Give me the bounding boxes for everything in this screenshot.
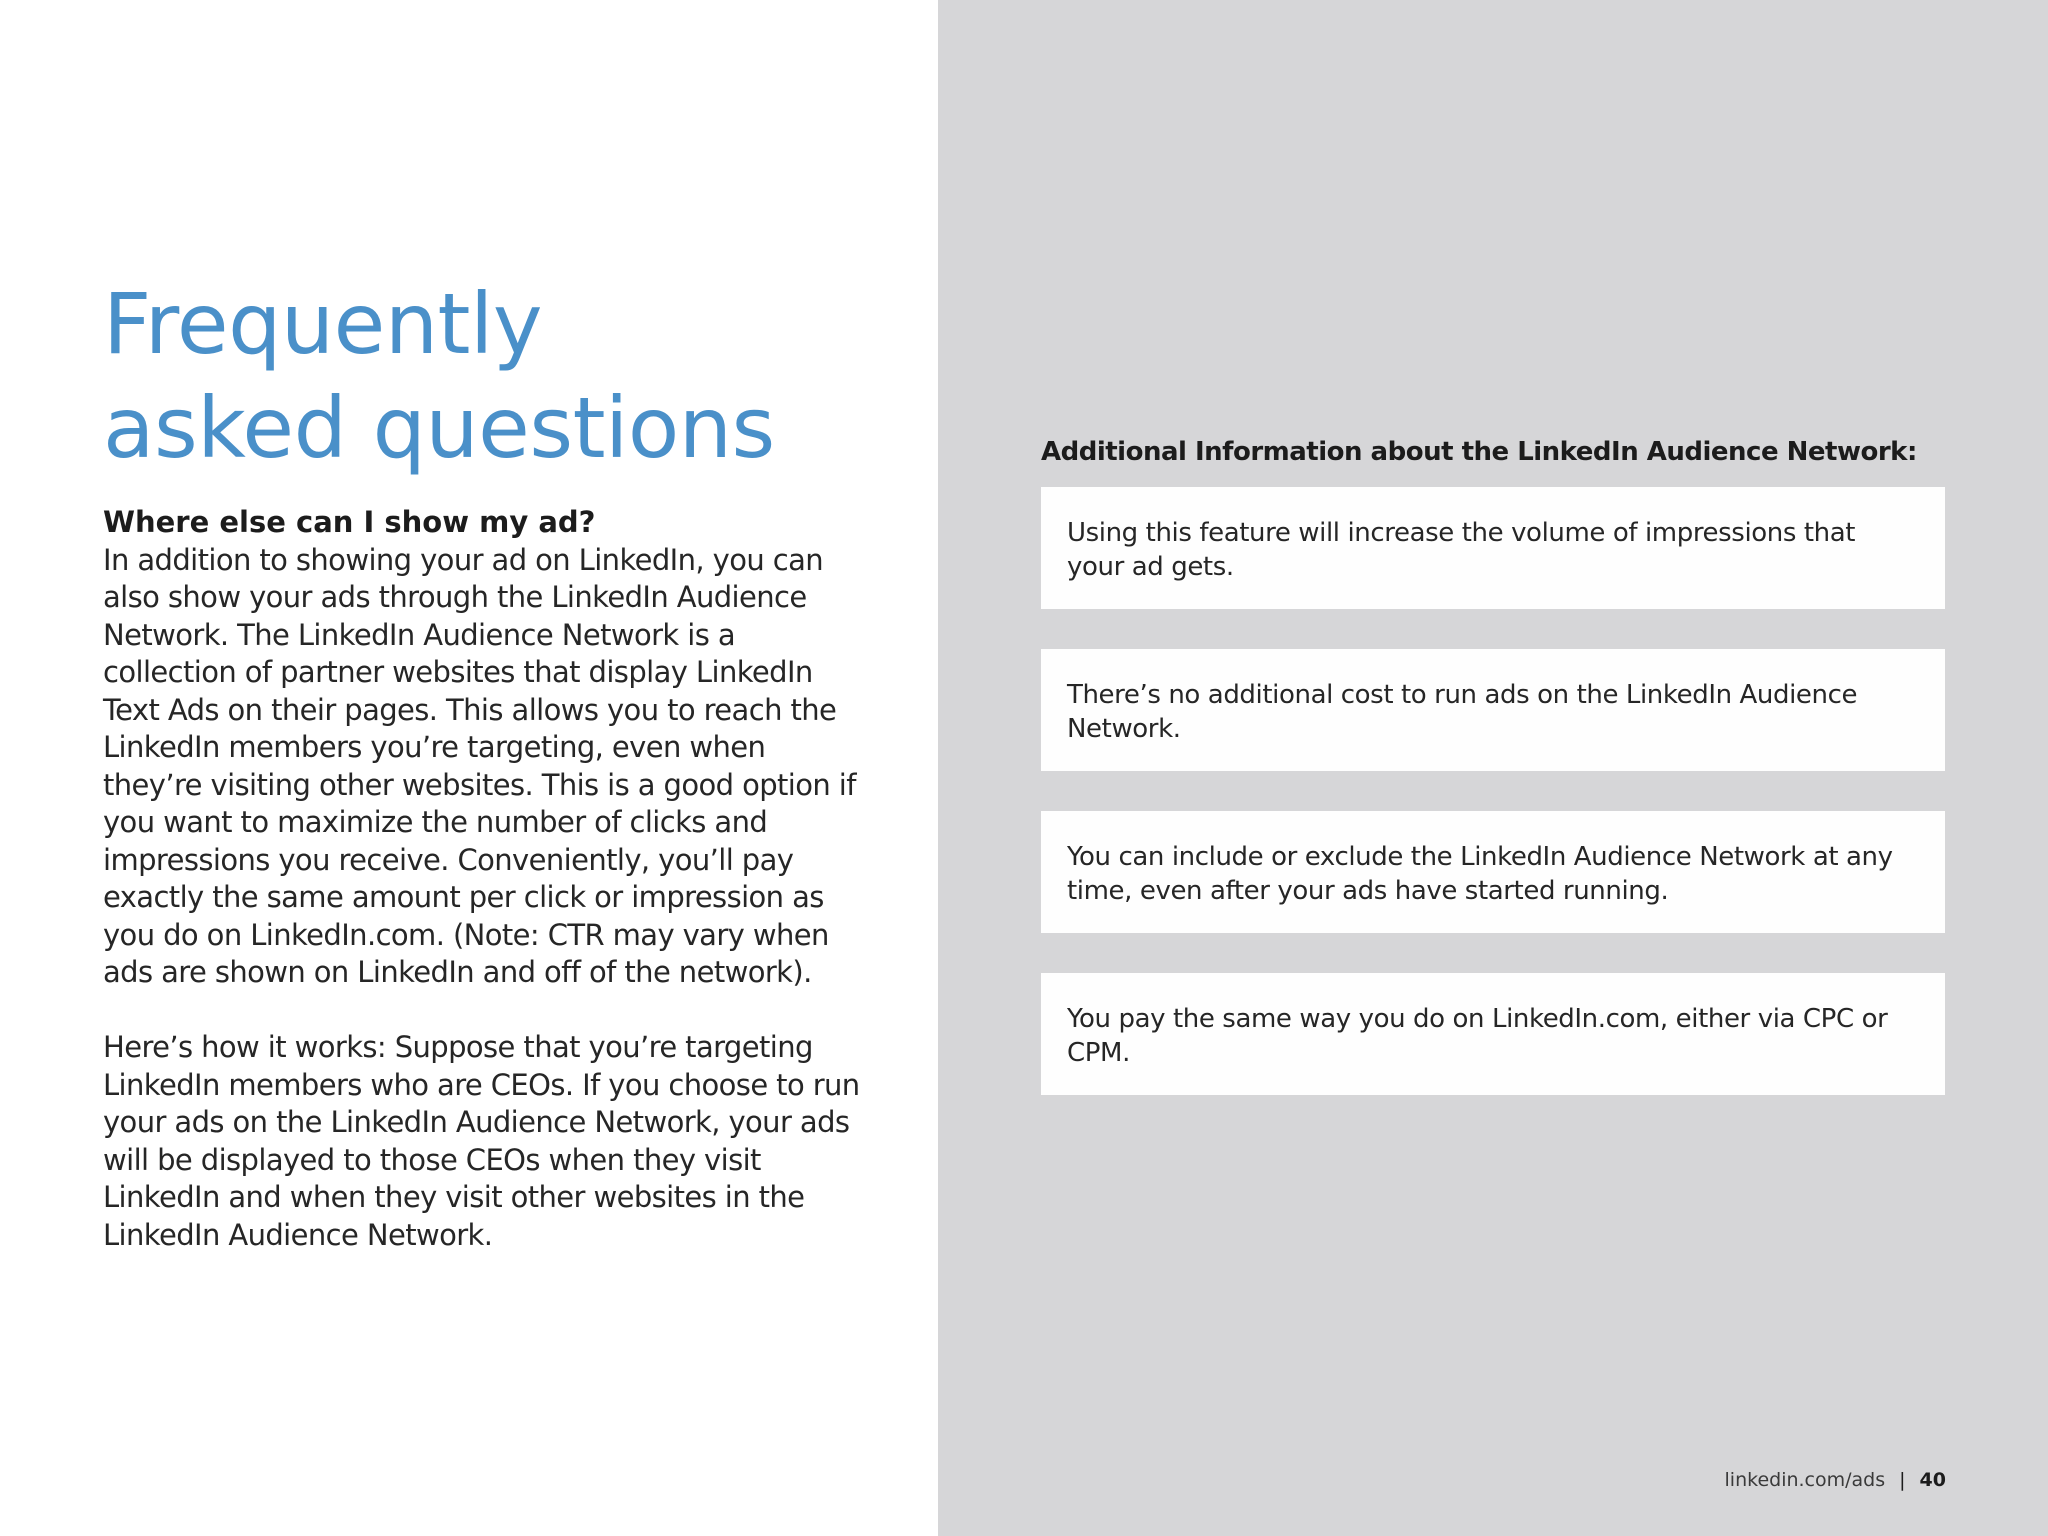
info-heading: Additional Information about the LinkedIn Audience Network: xyxy=(1041,437,1917,467)
faq-answer-paragraph-1: In addition to showing your ad on LinkedIn, you can also show your ads through the LinkedIn Audience Network. The LinkedIn Audience Network is a collection of partner websites that display LinkedIn Text Ads on their pages. This allows you to reach the LinkedIn members you’re targeting, even when they’re visiting other websites. This is a good option if you want to maximize the number of clicks and impressions you receive. Conveniently, you’ll pay exactly the same amount per click or impression as you do on LinkedIn.com. (Note: CTR may vary when ads are shown on LinkedIn and off of the network). xyxy=(103,542,856,989)
info-card xyxy=(1041,487,1945,609)
footer-separator: | xyxy=(1899,1469,1906,1491)
page-footer xyxy=(1725,1466,1946,1494)
info-card-text: You pay the same way you do on LinkedIn.com, either via CPC or CPM. xyxy=(1067,1004,1888,1068)
info-card-text: Using this feature will increase the volume of impressions that your ad gets. xyxy=(1067,518,1856,582)
footer-url: linkedin.com/ads xyxy=(1724,1469,1886,1491)
faq-question: Where else can I show my ad? xyxy=(103,505,596,539)
page-title-line-2: asked questions xyxy=(103,379,775,477)
page-number: 40 xyxy=(1919,1469,1946,1491)
info-card xyxy=(1041,649,1945,771)
info-card-text: There’s no additional cost to run ads on the LinkedIn Audience Network. xyxy=(1067,680,1858,744)
page-title xyxy=(103,272,903,480)
faq-section xyxy=(103,504,863,1254)
page-title-line-1: Frequently xyxy=(103,275,543,373)
info-card-text: You can include or exclude the LinkedIn Audience Network at any time, even after your ads have started running. xyxy=(1067,842,1893,906)
info-card xyxy=(1041,811,1945,933)
faq-answer-paragraph-2: Here’s how it works: Suppose that you’re targeting LinkedIn members who are CEOs. If you choose to run your ads on the LinkedIn Audience Network, your ads will be displayed to those CEOs when they visit LinkedIn and when they visit other websites in the LinkedIn Audience Network. xyxy=(103,1030,860,1252)
info-card xyxy=(1041,973,1945,1095)
